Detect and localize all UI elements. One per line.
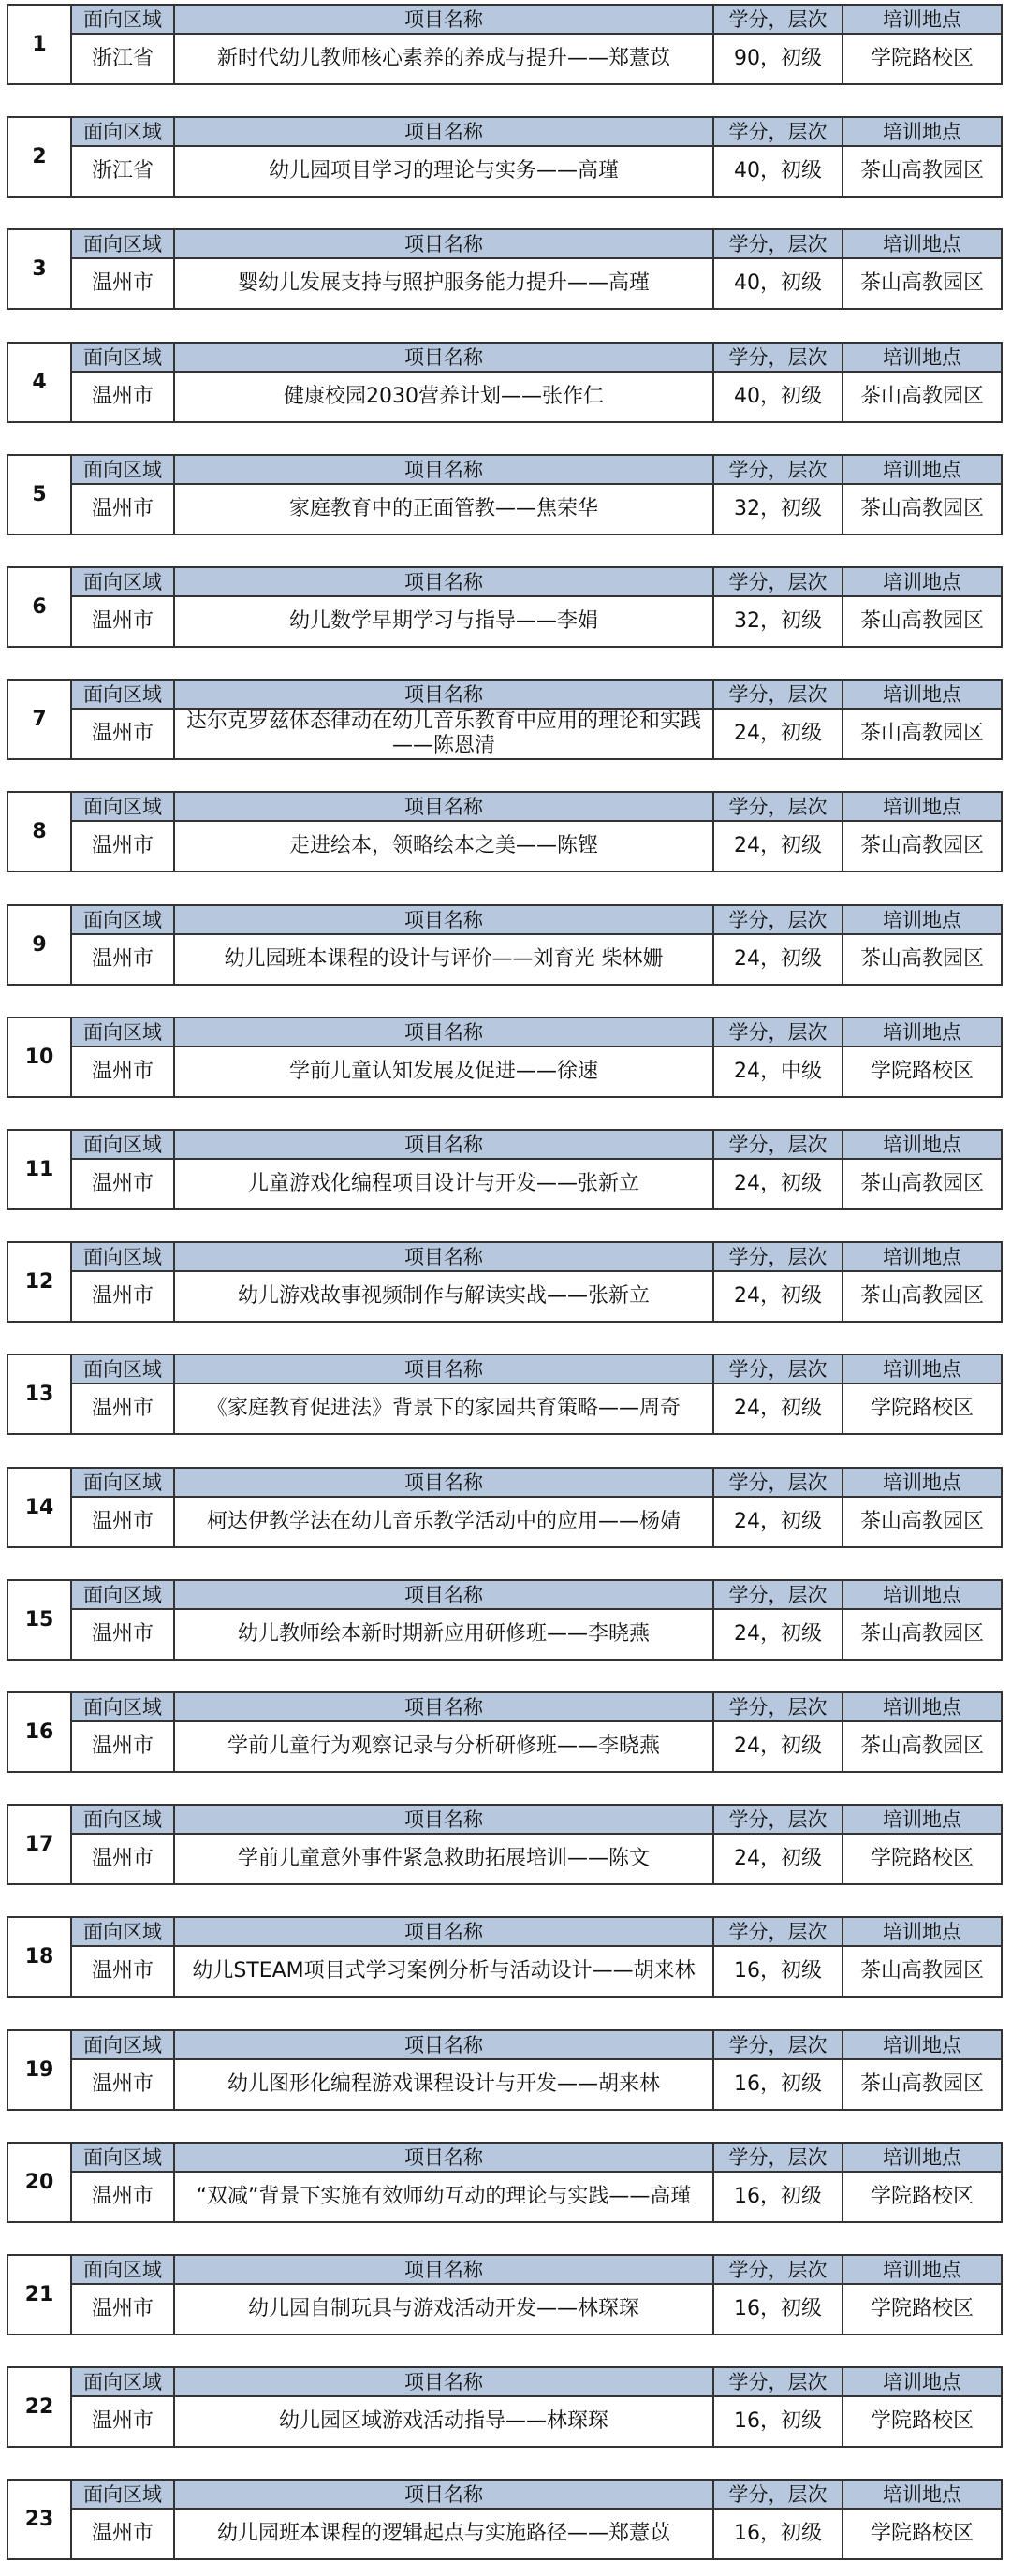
header-location: 培训地点 <box>883 1245 961 1268</box>
header-credit-level: 学分，层次 <box>714 456 843 483</box>
location-cell: 茶山高教园区 <box>859 1622 984 1646</box>
header-location: 培训地点 <box>883 1357 961 1381</box>
course-block <box>7 1691 1003 1773</box>
header-project: 项目名称 <box>175 2481 714 2508</box>
row-number: 9 <box>8 906 72 984</box>
header-project: 项目名称 <box>175 2031 714 2058</box>
header-credit-level: 学分，层次 <box>714 1243 843 1270</box>
region-cell: 温州市 <box>72 1498 175 1546</box>
region-cell: 温州市 <box>72 1835 175 1883</box>
header-row <box>72 1469 1001 1498</box>
credit-level-cell: 24，初级 <box>714 1384 843 1433</box>
header-project: 项目名称 <box>175 456 714 483</box>
header-region: 面向区域 <box>72 1581 175 1608</box>
row-number: 19 <box>8 2031 72 2109</box>
course-block <box>7 1017 1003 1098</box>
location-cell: 茶山高教园区 <box>859 947 984 971</box>
project-cell: 幼儿园项目学习的理论与实务——高瑾 <box>175 147 714 196</box>
header-region: 面向区域 <box>72 1806 175 1833</box>
header-region: 面向区域 <box>72 1355 175 1383</box>
project-cell: 婴幼儿发展支持与照护服务能力提升——高瑾 <box>175 259 714 308</box>
project-cell: 儿童游戏化编程项目设计与开发——张新立 <box>175 1160 714 1208</box>
course-block <box>7 566 1003 648</box>
location-cell: 茶山高教园区 <box>859 159 984 183</box>
header-project: 项目名称 <box>175 1131 714 1158</box>
header-credit-level: 学分，层次 <box>714 1131 843 1158</box>
credit-level-cell: 40，初级 <box>714 373 843 421</box>
header-project: 项目名称 <box>175 230 714 257</box>
course-block <box>7 2142 1003 2223</box>
header-project: 项目名称 <box>175 2368 714 2395</box>
header-credit-level: 学分，层次 <box>714 2144 843 2171</box>
row-number: 5 <box>8 456 72 534</box>
header-region: 面向区域 <box>72 2144 175 2171</box>
value-row <box>72 1947 1001 1996</box>
header-location: 培训地点 <box>883 1695 961 1719</box>
header-location: 培训地点 <box>883 682 961 706</box>
credit-level-cell: 24，初级 <box>714 1498 843 1546</box>
header-credit-level: 学分，层次 <box>714 1806 843 1833</box>
course-block <box>7 2366 1003 2448</box>
credit-level-cell: 24，初级 <box>714 1272 843 1321</box>
course-block <box>7 4 1003 85</box>
value-row <box>72 485 1001 534</box>
course-block <box>7 454 1003 535</box>
value-row <box>72 147 1001 196</box>
value-row <box>72 1498 1001 1546</box>
header-credit-level: 学分，层次 <box>714 1693 843 1720</box>
header-row <box>72 1243 1001 1272</box>
location-cell: 学院路校区 <box>870 1060 974 1083</box>
header-row <box>72 568 1001 597</box>
value-row <box>72 1384 1001 1433</box>
region-cell: 温州市 <box>72 1160 175 1208</box>
row-number: 12 <box>8 1243 72 1321</box>
header-row <box>72 456 1001 485</box>
row-number: 22 <box>8 2368 72 2446</box>
row-number: 23 <box>8 2481 72 2558</box>
project-cell: 幼儿园自制玩具与游戏活动开发——林琛琛 <box>175 2285 714 2334</box>
course-block <box>7 1579 1003 1661</box>
row-number: 7 <box>8 681 72 758</box>
header-row <box>72 793 1001 822</box>
header-row <box>72 2031 1001 2060</box>
header-region: 面向区域 <box>72 230 175 257</box>
header-project: 项目名称 <box>175 1469 714 1496</box>
row-number: 18 <box>8 1918 72 1996</box>
course-block <box>7 1354 1003 1435</box>
header-row <box>72 1355 1001 1384</box>
course-block <box>7 1916 1003 1998</box>
region-cell: 温州市 <box>72 485 175 534</box>
project-cell: 走进绘本，领略绘本之美——陈铿 <box>175 822 714 871</box>
header-location: 培训地点 <box>883 232 961 256</box>
credit-level-cell: 32，初级 <box>714 597 843 646</box>
project-cell: 幼儿园区域游戏活动指导——林琛琛 <box>175 2397 714 2446</box>
row-number: 4 <box>8 344 72 421</box>
header-row <box>72 2368 1001 2397</box>
header-region: 面向区域 <box>72 793 175 820</box>
header-credit-level: 学分，层次 <box>714 2481 843 2508</box>
header-project: 项目名称 <box>175 1581 714 1608</box>
header-region: 面向区域 <box>72 344 175 371</box>
value-row <box>72 1160 1001 1208</box>
header-credit-level: 学分，层次 <box>714 6 843 33</box>
location-cell: 茶山高教园区 <box>859 385 984 408</box>
header-row <box>72 344 1001 373</box>
location-cell: 学院路校区 <box>870 2185 974 2208</box>
row-number: 3 <box>8 230 72 308</box>
credit-level-cell: 16，初级 <box>714 1947 843 1996</box>
header-project: 项目名称 <box>175 118 714 145</box>
location-cell: 茶山高教园区 <box>859 271 984 295</box>
location-cell: 茶山高教园区 <box>859 497 984 520</box>
header-location: 培训地点 <box>883 2258 961 2281</box>
row-number: 20 <box>8 2144 72 2221</box>
row-number: 11 <box>8 1131 72 1208</box>
header-location: 培训地点 <box>883 2145 961 2169</box>
credit-level-cell: 32，初级 <box>714 485 843 534</box>
region-cell: 温州市 <box>72 1947 175 1996</box>
project-cell: 幼儿园班本课程的逻辑起点与实施路径——郑薏苡 <box>175 2510 714 2558</box>
header-credit-level: 学分，层次 <box>714 1469 843 1496</box>
header-row <box>72 681 1001 710</box>
header-project: 项目名称 <box>175 1018 714 1046</box>
value-row <box>72 822 1001 871</box>
header-row <box>72 906 1001 935</box>
credit-level-cell: 16，初级 <box>714 2285 843 2334</box>
header-row <box>72 1806 1001 1835</box>
header-location: 培训地点 <box>883 345 961 369</box>
region-cell: 温州市 <box>72 1047 175 1096</box>
header-region: 面向区域 <box>72 6 175 33</box>
credit-level-cell: 24，初级 <box>714 1610 843 1659</box>
credit-level-cell: 16，初级 <box>714 2173 843 2221</box>
course-block <box>7 2254 1003 2335</box>
course-block <box>7 1804 1003 1885</box>
course-block <box>7 1241 1003 1323</box>
header-credit-level: 学分，层次 <box>714 1918 843 1945</box>
project-cell: 健康校园2030营养计划——张作仁 <box>175 373 714 421</box>
value-row <box>72 1610 1001 1659</box>
project-cell: 达尔克罗兹体态律动在幼儿音乐教育中应用的理论和实践——陈恩清 <box>175 710 714 758</box>
course-block <box>7 1467 1003 1548</box>
project-cell: 学前儿童意外事件紧急救助拓展培训——陈文 <box>175 1835 714 1883</box>
row-number: 10 <box>8 1018 72 1096</box>
value-row <box>72 935 1001 984</box>
header-row <box>72 230 1001 259</box>
row-number: 15 <box>8 1581 72 1659</box>
header-row <box>72 2144 1001 2173</box>
header-credit-level: 学分，层次 <box>714 1581 843 1608</box>
header-row <box>72 2256 1001 2285</box>
header-location: 培训地点 <box>883 1133 961 1156</box>
region-cell: 温州市 <box>72 1272 175 1321</box>
location-cell: 学院路校区 <box>870 2522 974 2545</box>
row-number: 14 <box>8 1469 72 1546</box>
credit-level-cell: 16，初级 <box>714 2397 843 2446</box>
header-region: 面向区域 <box>72 681 175 708</box>
value-row <box>72 1272 1001 1321</box>
value-row <box>72 597 1001 646</box>
credit-level-cell: 40，初级 <box>714 147 843 196</box>
project-cell: 幼儿STEAM项目式学习案例分析与活动设计——胡来林 <box>175 1947 714 1996</box>
location-cell: 茶山高教园区 <box>859 1959 984 1983</box>
credit-level-cell: 90，初级 <box>714 35 843 83</box>
header-project: 项目名称 <box>175 906 714 933</box>
region-cell: 温州市 <box>72 710 175 758</box>
project-cell: 新时代幼儿教师核心素养的养成与提升——郑薏苡 <box>175 35 714 83</box>
location-cell: 学院路校区 <box>870 2409 974 2433</box>
value-row <box>72 35 1001 83</box>
credit-level-cell: 24，中级 <box>714 1047 843 1096</box>
region-cell: 温州市 <box>72 2285 175 2334</box>
value-row <box>72 2397 1001 2446</box>
header-credit-level: 学分，层次 <box>714 793 843 820</box>
credit-level-cell: 24，初级 <box>714 935 843 984</box>
row-number: 17 <box>8 1806 72 1883</box>
header-location: 培训地点 <box>883 2033 961 2056</box>
value-row <box>72 2173 1001 2221</box>
header-credit-level: 学分，层次 <box>714 2031 843 2058</box>
row-number: 6 <box>8 568 72 646</box>
location-cell: 学院路校区 <box>870 1847 974 1870</box>
value-row <box>72 259 1001 308</box>
course-block <box>7 2479 1003 2560</box>
row-number: 16 <box>8 1693 72 1771</box>
header-row <box>72 6 1001 35</box>
region-cell: 温州市 <box>72 373 175 421</box>
header-region: 面向区域 <box>72 1018 175 1046</box>
header-credit-level: 学分，层次 <box>714 681 843 708</box>
header-location: 培训地点 <box>883 120 961 143</box>
region-cell: 温州市 <box>72 1722 175 1771</box>
header-row <box>72 1131 1001 1160</box>
region-cell: 温州市 <box>72 2173 175 2221</box>
course-block <box>7 1129 1003 1210</box>
region-cell: 温州市 <box>72 822 175 871</box>
course-block <box>7 116 1003 198</box>
header-region: 面向区域 <box>72 1469 175 1496</box>
value-row <box>72 2060 1001 2109</box>
course-block <box>7 791 1003 872</box>
course-block <box>7 679 1003 760</box>
region-cell: 温州市 <box>72 2397 175 2446</box>
credit-level-cell: 24，初级 <box>714 710 843 758</box>
header-location: 培训地点 <box>883 1583 961 1606</box>
header-region: 面向区域 <box>72 1243 175 1270</box>
region-cell: 温州市 <box>72 1384 175 1433</box>
header-row <box>72 2481 1001 2510</box>
header-credit-level: 学分，层次 <box>714 906 843 933</box>
credit-level-cell: 16，初级 <box>714 2060 843 2109</box>
location-cell: 学院路校区 <box>870 1397 974 1420</box>
value-row <box>72 2285 1001 2334</box>
region-cell: 温州市 <box>72 1610 175 1659</box>
header-credit-level: 学分，层次 <box>714 1018 843 1046</box>
header-project: 项目名称 <box>175 2256 714 2283</box>
header-region: 面向区域 <box>72 2368 175 2395</box>
credit-level-cell: 24，初级 <box>714 1835 843 1883</box>
project-cell: 幼儿园班本课程的设计与评价——刘育光 柴林姗 <box>175 935 714 984</box>
header-row <box>72 1581 1001 1610</box>
course-block <box>7 228 1003 310</box>
header-region: 面向区域 <box>72 2031 175 2058</box>
header-credit-level: 学分，层次 <box>714 344 843 371</box>
project-cell: 学前儿童行为观察记录与分析研修班——李晓燕 <box>175 1722 714 1771</box>
header-region: 面向区域 <box>72 456 175 483</box>
location-cell: 学院路校区 <box>870 2297 974 2320</box>
value-row <box>72 2510 1001 2558</box>
header-project: 项目名称 <box>175 793 714 820</box>
region-cell: 温州市 <box>72 2060 175 2109</box>
row-number: 2 <box>8 118 72 196</box>
header-region: 面向区域 <box>72 1131 175 1158</box>
header-location: 培训地点 <box>883 1020 961 1044</box>
region-cell: 浙江省 <box>72 35 175 83</box>
credit-level-cell: 24，初级 <box>714 822 843 871</box>
project-cell: 《家庭教育促进法》背景下的家园共育策略——周奇 <box>175 1384 714 1433</box>
header-project: 项目名称 <box>175 1355 714 1383</box>
header-project: 项目名称 <box>175 1693 714 1720</box>
region-cell: 温州市 <box>72 259 175 308</box>
location-cell: 茶山高教园区 <box>859 2072 984 2096</box>
header-project: 项目名称 <box>175 1806 714 1833</box>
header-region: 面向区域 <box>72 568 175 595</box>
header-location: 培训地点 <box>883 908 961 931</box>
credit-level-cell: 24，初级 <box>714 1722 843 1771</box>
location-cell: 茶山高教园区 <box>859 1284 984 1308</box>
row-number: 1 <box>8 6 72 83</box>
header-credit-level: 学分，层次 <box>714 2256 843 2283</box>
header-region: 面向区域 <box>72 1693 175 1720</box>
header-credit-level: 学分，层次 <box>714 568 843 595</box>
header-credit-level: 学分，层次 <box>714 1355 843 1383</box>
header-location: 培训地点 <box>883 458 961 481</box>
course-block <box>7 342 1003 423</box>
header-project: 项目名称 <box>175 681 714 708</box>
header-project: 项目名称 <box>175 1918 714 1945</box>
header-region: 面向区域 <box>72 2481 175 2508</box>
header-location: 培训地点 <box>883 7 961 31</box>
header-project: 项目名称 <box>175 6 714 33</box>
header-project: 项目名称 <box>175 344 714 371</box>
location-cell: 茶山高教园区 <box>859 1510 984 1533</box>
region-cell: 浙江省 <box>72 147 175 196</box>
header-location: 培训地点 <box>883 1808 961 1831</box>
course-block <box>7 2029 1003 2111</box>
value-row <box>72 1047 1001 1096</box>
header-row <box>72 1693 1001 1722</box>
header-location: 培训地点 <box>883 1920 961 1943</box>
project-cell: “双减”背景下实施有效师幼互动的理论与实践——高瑾 <box>175 2173 714 2221</box>
value-row <box>72 1835 1001 1883</box>
location-cell: 茶山高教园区 <box>859 1172 984 1195</box>
row-number: 13 <box>8 1355 72 1433</box>
project-cell: 幼儿数学早期学习与指导——李娟 <box>175 597 714 646</box>
course-block <box>7 904 1003 986</box>
header-project: 项目名称 <box>175 568 714 595</box>
region-cell: 温州市 <box>72 597 175 646</box>
project-cell: 学前儿童认知发展及促进——徐速 <box>175 1047 714 1096</box>
header-project: 项目名称 <box>175 2144 714 2171</box>
credit-level-cell: 24，初级 <box>714 1160 843 1208</box>
header-location: 培训地点 <box>883 1471 961 1494</box>
header-location: 培训地点 <box>883 570 961 593</box>
header-project: 项目名称 <box>175 1243 714 1270</box>
value-row <box>72 710 1001 758</box>
project-cell: 家庭教育中的正面管教——焦荣华 <box>175 485 714 534</box>
header-region: 面向区域 <box>72 906 175 933</box>
project-cell: 幼儿教师绘本新时期新应用研修班——李晓燕 <box>175 1610 714 1659</box>
credit-level-cell: 40，初级 <box>714 259 843 308</box>
row-number: 21 <box>8 2256 72 2334</box>
location-cell: 茶山高教园区 <box>859 722 984 745</box>
value-row <box>72 1722 1001 1771</box>
header-region: 面向区域 <box>72 118 175 145</box>
value-row <box>72 373 1001 421</box>
header-location: 培训地点 <box>883 2370 961 2393</box>
project-cell: 幼儿图形化编程游戏课程设计与开发——胡来林 <box>175 2060 714 2109</box>
header-region: 面向区域 <box>72 2256 175 2283</box>
header-credit-level: 学分，层次 <box>714 2368 843 2395</box>
project-cell: 柯达伊教学法在幼儿音乐教学活动中的应用——杨婧 <box>175 1498 714 1546</box>
header-row <box>72 1918 1001 1947</box>
header-location: 培训地点 <box>883 2482 961 2506</box>
row-number: 8 <box>8 793 72 871</box>
region-cell: 温州市 <box>72 935 175 984</box>
credit-level-cell: 16，初级 <box>714 2510 843 2558</box>
location-cell: 茶山高教园区 <box>859 609 984 633</box>
location-cell: 茶山高教园区 <box>859 1734 984 1758</box>
location-cell: 茶山高教园区 <box>859 834 984 857</box>
header-region: 面向区域 <box>72 1918 175 1945</box>
region-cell: 温州市 <box>72 2510 175 2558</box>
header-row <box>72 1018 1001 1047</box>
header-credit-level: 学分，层次 <box>714 230 843 257</box>
project-cell: 幼儿游戏故事视频制作与解读实战——张新立 <box>175 1272 714 1321</box>
header-location: 培训地点 <box>883 795 961 818</box>
location-cell: 学院路校区 <box>870 47 974 70</box>
header-row <box>72 118 1001 147</box>
header-credit-level: 学分，层次 <box>714 118 843 145</box>
